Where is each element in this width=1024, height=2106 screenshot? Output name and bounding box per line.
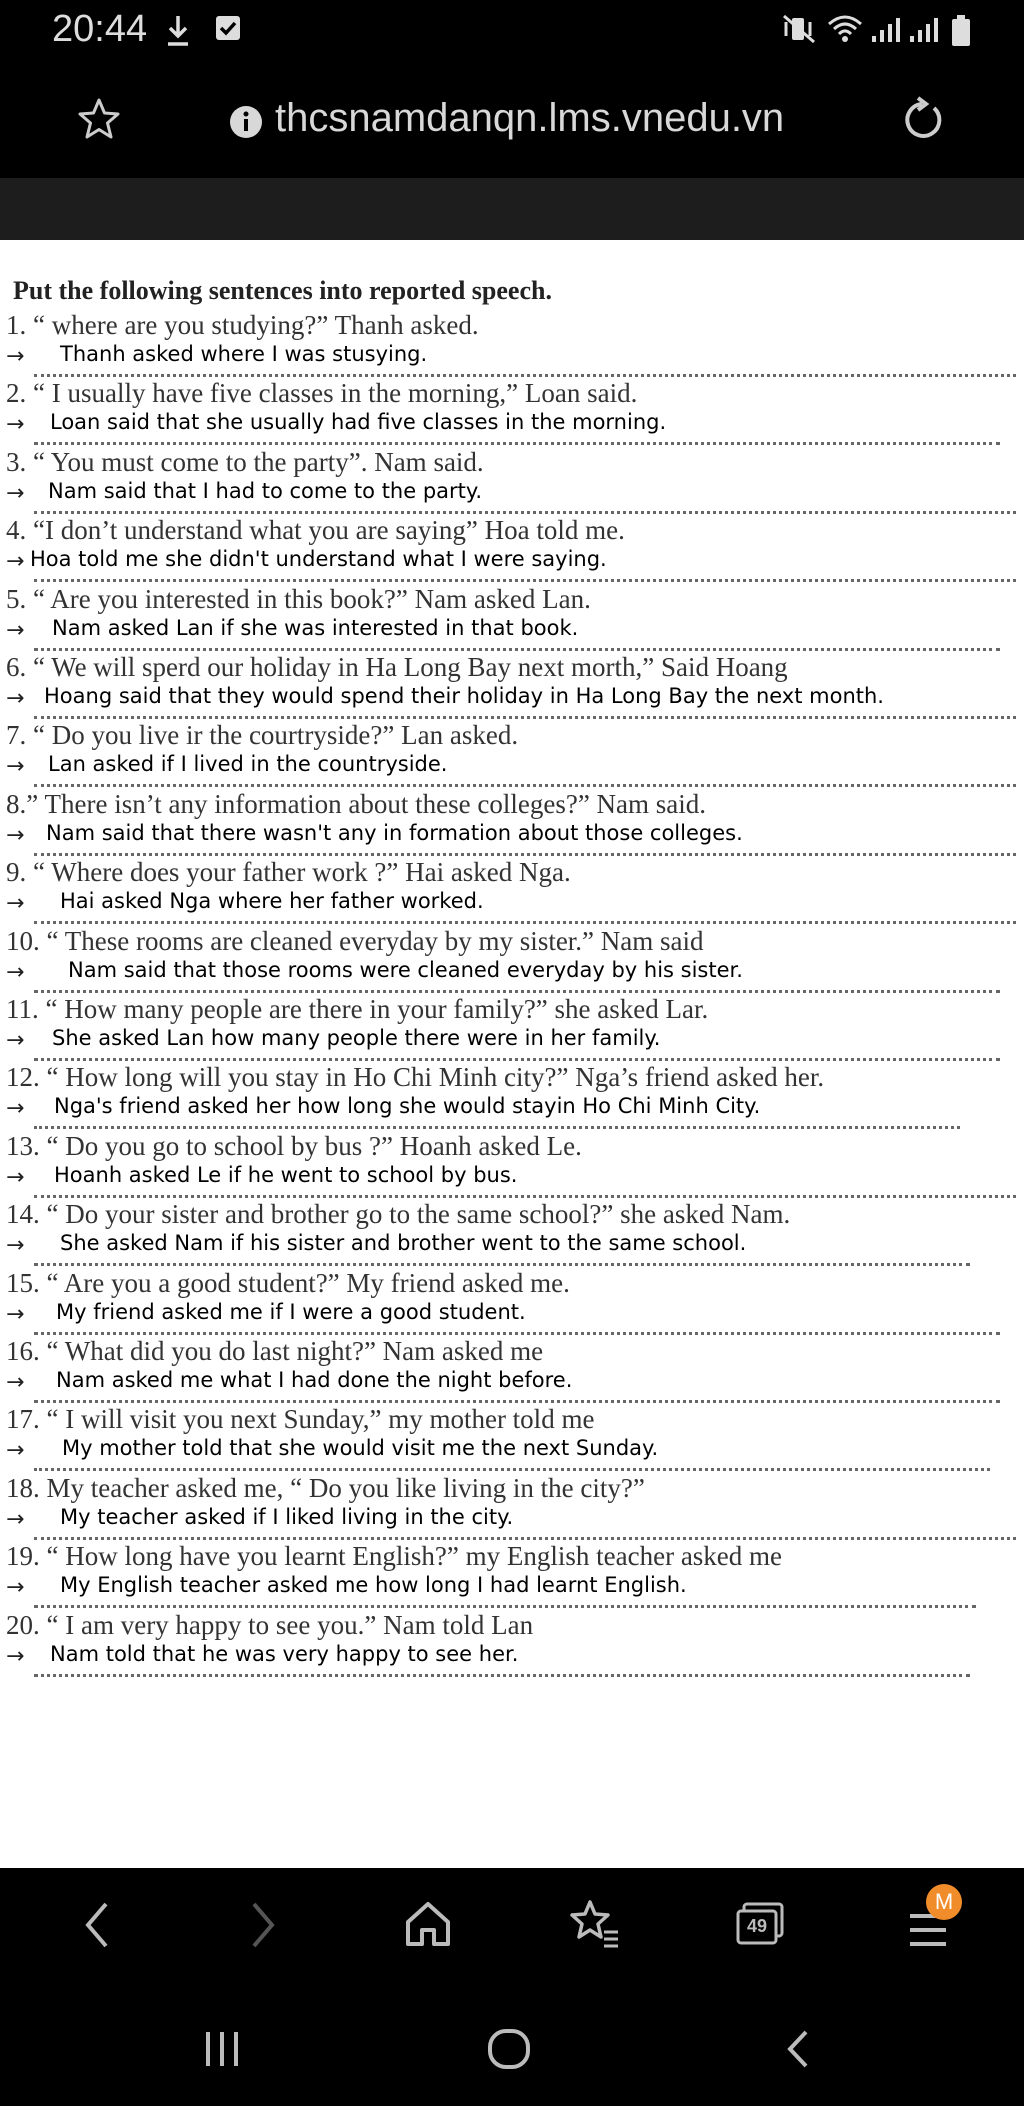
exercise-item: [0, 1541, 1024, 1609]
exercise-item: [0, 447, 1024, 515]
recent-apps-icon[interactable]: [202, 2030, 242, 2068]
question-text: 4. “I don’t understand what you are saying” Hoa told me.: [6, 515, 625, 546]
arrow-icon: →: [6, 1370, 25, 1395]
question-text: 3. “ You must come to the party”. Nam said.: [6, 446, 484, 477]
exercise-item: [0, 789, 1024, 857]
arrow-icon: →: [6, 1643, 25, 1669]
arrow-icon: →: [6, 822, 25, 848]
question-text: 17. “ I will visit you next Sunday,” my mother told me: [6, 1404, 595, 1435]
arrow-icon: →: [6, 1164, 25, 1190]
question-text: 12. “ How long will you stay in Ho Chi Minh city?” Nga’s friend asked her.: [6, 1062, 825, 1093]
tab-count: 49: [746, 1916, 768, 1936]
answer-text: Lan asked if I lived in the countryside.: [48, 752, 448, 777]
system-home-icon[interactable]: [487, 2028, 531, 2070]
question-text: 14. “ Do your sister and brother go to the same school?” she asked Nam.: [6, 1199, 791, 1230]
checkbox-icon: [214, 14, 242, 44]
exercise-item: [0, 584, 1024, 652]
answer-text: Hoa told me she didn't understand what I were saying.: [30, 547, 607, 572]
exercise-item: [0, 652, 1024, 720]
answer-text: Nam asked Lan if she was interested in that book.: [52, 615, 579, 640]
info-icon[interactable]: [228, 104, 264, 140]
page-header-band: [0, 178, 1024, 240]
question-text: 11. “ How many people are there in your family?” she asked Lar.: [6, 994, 709, 1024]
question-text: 7. “ Do you live ir the courtryside?” Lan asked.: [6, 720, 519, 751]
answer-text: She asked Lan how many people there were in her family.: [52, 1026, 661, 1050]
exercise-item: [0, 1473, 1024, 1541]
arrow-icon: →: [6, 1506, 25, 1532]
document-page: [0, 240, 1024, 1868]
arrow-icon: →: [6, 1301, 25, 1327]
question-text: 1. “ where are you studying?” Thanh asked.: [6, 310, 479, 340]
answer-text: My friend asked me if I were a good student.: [56, 1299, 526, 1324]
answer-text: Loan said that she usually had five classes in the morning.: [50, 410, 667, 435]
menu-badge: M: [926, 1884, 962, 1920]
answer-text: Thanh asked where I was stusying.: [60, 342, 428, 366]
exercise-item: [0, 857, 1024, 925]
exercise-item: [0, 720, 1024, 788]
exercise-item: [0, 1131, 1024, 1199]
arrow-icon: →: [6, 686, 25, 711]
question-text: 15. “ Are you a good student?” My friend asked me.: [6, 1267, 570, 1298]
exercise-heading: Put the following sentences into reported speech.: [13, 276, 552, 305]
answer-text: Nam told that he was very happy to see her.: [50, 1641, 519, 1666]
home-icon[interactable]: [402, 1898, 454, 1950]
exercise-item: [0, 378, 1024, 446]
exercise-item: [0, 926, 1024, 994]
answer-text: Hoanh asked Le if he went to school by bus.: [54, 1162, 518, 1187]
question-text: 8.” There isn’t any information about these colleges?” Nam said.: [6, 788, 707, 819]
browser-toolbar: [0, 60, 1024, 180]
bookmarks-icon[interactable]: [568, 1898, 620, 1950]
arrow-icon: →: [6, 754, 25, 780]
arrow-icon: →: [6, 1575, 25, 1601]
clock: 20:44: [52, 8, 148, 50]
exercise-item: [0, 994, 1024, 1062]
question-text: 6. “ We will sperd our holiday in Ha Long Bay next morth,” Said Hoang: [6, 652, 788, 682]
exercise-item: [0, 1199, 1024, 1267]
exercise-item: [0, 515, 1024, 583]
arrow-icon: →: [6, 412, 25, 438]
question-text: 9. “ Where does your father work ?” Hai asked Nga.: [6, 857, 571, 888]
answer-text: Hoang said that they would spend their holiday in Ha Long Bay the next month.: [44, 684, 884, 708]
download-icon: [165, 14, 191, 48]
answer-text: Nam said that I had to come to the party.: [48, 478, 483, 503]
arrow-icon: →: [6, 1028, 25, 1053]
exercise-item: [0, 1268, 1024, 1336]
signal-icon: [908, 14, 942, 44]
tabs-button[interactable]: [736, 1902, 784, 1946]
question-text: 18. My teacher asked me, “ Do you like living in the city?”: [6, 1472, 645, 1503]
arrow-icon: →: [6, 480, 25, 506]
question-text: 19. “ How long have you learnt English?” my English teacher asked me: [6, 1541, 783, 1572]
question-text: 20. “ I am very happy to see you.” Nam told Lan: [6, 1609, 534, 1640]
exercise-item: [0, 1404, 1024, 1472]
arrow-icon: →: [6, 549, 25, 575]
question-text: 10. “ These rooms are cleaned everyday by my sister.” Nam said: [6, 925, 704, 956]
system-back-icon[interactable]: [782, 2028, 812, 2070]
question-text: 5. “ Are you interested in this book?” Nam asked Lan.: [6, 583, 591, 614]
answer-text: Nam said that there wasn't any in formation about those colleges.: [46, 820, 743, 845]
answer-text: Nam said that those rooms were cleaned everyday by his sister.: [68, 957, 743, 982]
answer-text: My mother told that she would visit me the next Sunday.: [62, 1436, 659, 1461]
mute-vibrate-icon: [782, 14, 816, 44]
wifi-icon: [826, 14, 864, 44]
reload-icon[interactable]: [898, 96, 946, 144]
battery-icon: [950, 14, 972, 48]
arrow-icon: →: [6, 1438, 25, 1464]
arrow-icon: →: [6, 959, 25, 985]
arrow-icon: →: [6, 1096, 25, 1122]
answer-text: She asked Nam if his sister and brother went to the same school.: [60, 1231, 747, 1256]
exercise-item: [0, 1610, 1024, 1678]
bookmark-star-icon[interactable]: [76, 96, 122, 142]
answer-text: My English teacher asked me how long I had learnt English.: [60, 1573, 687, 1598]
url-field[interactable]: thcsnamdanqn.lms.vnedu.vn: [275, 96, 785, 140]
forward-icon[interactable]: [248, 1900, 278, 1950]
browser-navbar: [0, 1868, 1024, 2106]
answer-text: Nga's friend asked her how long she would stayin Ho Chi Minh City.: [54, 1094, 761, 1119]
question-text: 16. “ What did you do last night?” Nam asked me: [6, 1336, 544, 1366]
question-text: 13. “ Do you go to school by bus ?” Hoanh asked Le.: [6, 1130, 582, 1161]
answer-text: Hai asked Nga where her father worked.: [60, 889, 484, 914]
arrow-icon: →: [6, 1233, 25, 1259]
exercise-item: [0, 1336, 1024, 1404]
question-text: 2. “ I usually have five classes in the morning,” Loan said.: [6, 378, 638, 409]
signal-icon: [870, 14, 904, 44]
exercise-item: [0, 310, 1024, 378]
status-bar: [0, 0, 1024, 60]
exercise-item: [0, 1062, 1024, 1130]
answer-text: Nam asked me what I had done the night before.: [56, 1368, 573, 1392]
arrow-icon: →: [6, 344, 25, 369]
back-icon[interactable]: [82, 1900, 112, 1950]
answer-text: My teacher asked if I liked living in the city.: [60, 1504, 514, 1529]
arrow-icon: →: [6, 617, 25, 643]
arrow-icon: →: [6, 891, 25, 917]
